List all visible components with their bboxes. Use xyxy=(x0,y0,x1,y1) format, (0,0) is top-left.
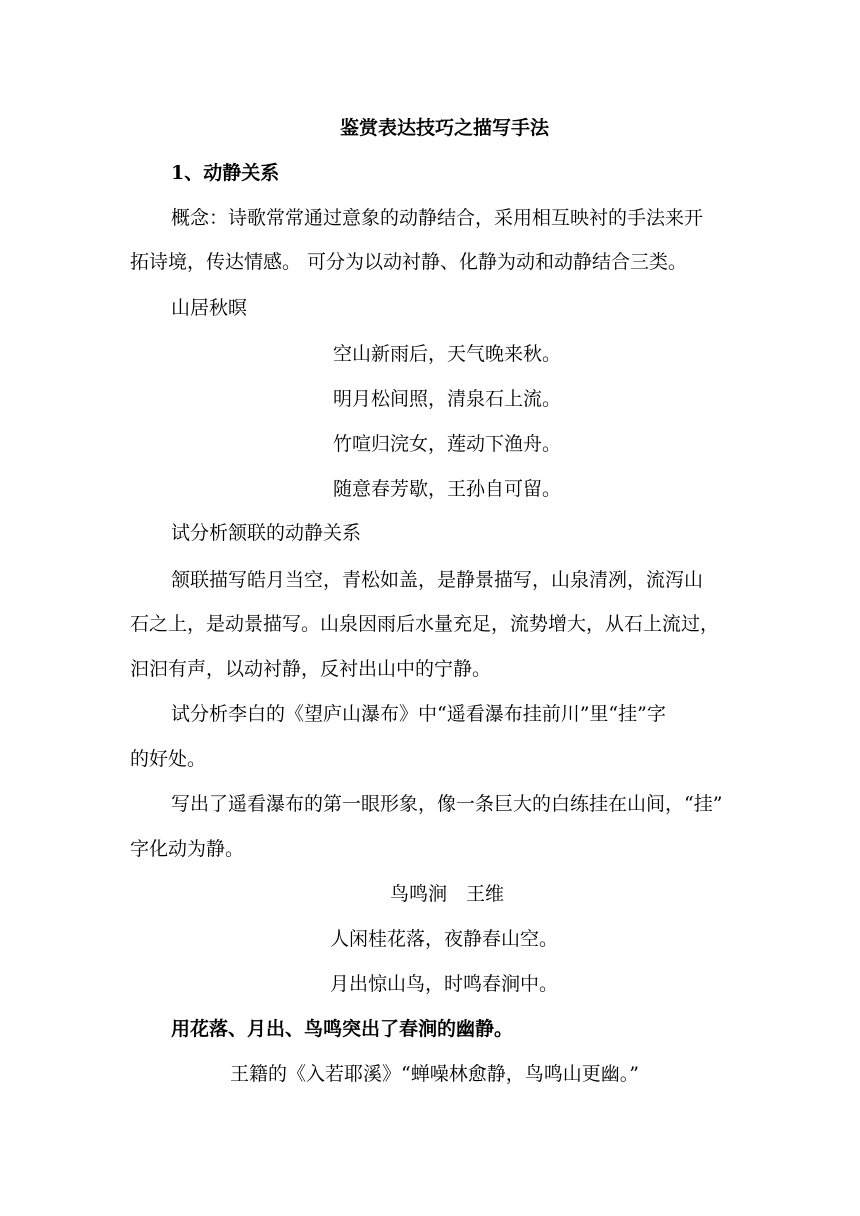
poem2-line: 月出惊山鸟，时鸣春涧中。 xyxy=(330,973,559,995)
quote-line: 王籍的《入若耶溪》“蝉噪林愈静，鸟鸣山更幽。” xyxy=(230,1063,639,1085)
question-2-line-2: 的好处。 xyxy=(130,748,207,770)
answer-1-line-3: 汩汩有声，以动衬静，反衬出山中的宁静。 xyxy=(130,658,492,680)
concept-line-1: 概念：诗歌常常通过意象的动静结合，采用相互映衬的手法来开 xyxy=(171,207,704,229)
section-heading: 1、动静关系 xyxy=(171,162,280,184)
poem1-title: 山居秋暝 xyxy=(171,297,248,319)
question-2-line-1: 试分析李白的《望庐山瀑布》中“遥看瀑布挂前川”里“挂”字 xyxy=(171,703,666,725)
poem1-line: 竹喧归浣女，莲动下渔舟。 xyxy=(333,433,562,455)
page-title: 鉴赏表达技巧之描写手法 xyxy=(340,117,550,139)
poem2-line: 人闲桂花落，夜静春山空。 xyxy=(330,928,559,950)
answer-1-line-2: 石之上，是动景描写。山泉因雨后水量充足，流势增大，从石上流过， xyxy=(130,613,720,635)
answer-2-line-1: 写出了遥看瀑布的第一眼形象，像一条巨大的白练挂在山间，“挂” xyxy=(171,793,723,815)
poem1-line: 明月松间照，清泉石上流。 xyxy=(333,388,562,410)
summary-bold: 用花落、月出、鸟鸣突出了春涧的幽静。 xyxy=(171,1018,514,1040)
question-1: 试分析颔联的动静关系 xyxy=(171,522,362,544)
concept-line-2: 拓诗境，传达情感。 可分为以动衬静、化静为动和动静结合三类。 xyxy=(130,251,688,273)
answer-1-line-1: 颔联描写皓月当空，青松如盖，是静景描写，山泉清冽，流泻山 xyxy=(171,569,704,591)
answer-2-line-2: 字化动为静。 xyxy=(130,838,245,860)
poem1-line: 随意春芳歇，王孙自可留。 xyxy=(333,478,562,500)
poem2-title: 鸟鸣涧 王维 xyxy=(390,883,505,905)
poem1-line: 空山新雨后，天气晚来秋。 xyxy=(333,343,562,365)
